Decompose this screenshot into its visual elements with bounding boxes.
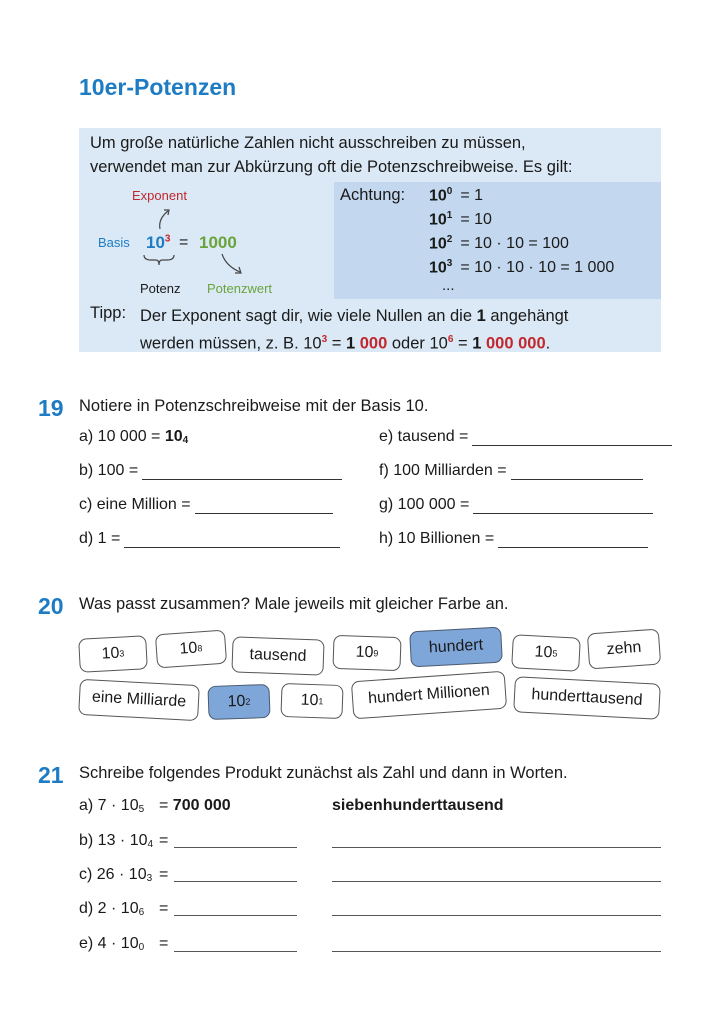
row-base: 10: [429, 259, 447, 277]
answer-blank[interactable]: [124, 533, 340, 548]
tipp-line-2: [140, 328, 568, 356]
ex21-item-b-label: [79, 832, 153, 850]
exercise-20-number: 20: [38, 593, 64, 619]
tipp-text-part: angehängt: [485, 307, 569, 325]
tag-exp: 3: [119, 648, 125, 659]
tag-base: 10: [355, 643, 374, 662]
ex21-item-e-label: [79, 935, 144, 953]
item-exp: 5: [138, 804, 145, 815]
tag-text: hundert Millionen: [367, 681, 491, 708]
item-label: g) 100 000 =: [379, 496, 470, 513]
answer-blank[interactable]: [511, 465, 643, 480]
row-exp: 3: [446, 258, 453, 269]
item-label: f) 100 Milliarden =: [379, 462, 507, 479]
tag-exp: 2: [245, 696, 251, 707]
exponent-label: Exponent: [132, 188, 187, 203]
row-base: 10: [429, 211, 447, 229]
item-label: a) 7 · 10: [79, 797, 139, 814]
number-answer-blank[interactable]: [174, 847, 297, 848]
match-tag[interactable]: [511, 634, 581, 672]
tipp-one: 1: [476, 307, 486, 325]
tipp-text-part: =: [453, 334, 473, 353]
item-label: d) 1 =: [79, 530, 121, 547]
exercise-21-number: 21: [38, 762, 64, 788]
basis-label: Basis: [98, 235, 130, 250]
ex21-item-c-label: [79, 866, 152, 884]
answer-blank[interactable]: [498, 533, 648, 548]
item-label: b) 100 =: [79, 462, 139, 479]
tipp-text-part: Der Exponent sagt dir, wie viele Nullen an die: [140, 307, 477, 325]
answer-blank[interactable]: [195, 499, 333, 514]
tag-exp: 8: [197, 643, 203, 654]
tag-base: 10: [178, 639, 198, 658]
tipp-text-part: oder 10: [387, 334, 448, 353]
row-exp: 0: [446, 186, 453, 197]
exercise-21-instruction: Schreibe folgendes Produkt zunächst als Zahl und dann in Worten.: [79, 764, 568, 782]
ex19-item-a: [79, 428, 188, 446]
item-answer: 10: [164, 428, 183, 445]
tag-base: 10: [227, 692, 246, 711]
tipp-text-part: =: [327, 334, 346, 353]
tag-text: zehn: [606, 638, 642, 659]
item-label: d) 2 · 10: [79, 900, 139, 917]
power-base: 10: [146, 233, 165, 252]
exercise-19-number: 19: [38, 395, 64, 421]
ex21-item-a-label: [79, 797, 144, 815]
page-title: 10er-Potenzen: [79, 74, 237, 100]
word-answer-blank[interactable]: [332, 951, 661, 952]
row-exp: 1: [446, 210, 453, 221]
tipp-label: Tipp:: [90, 304, 127, 322]
achtung-row: [429, 258, 614, 277]
tag-exp: 5: [552, 648, 558, 659]
item-label: b) 13 · 10: [79, 832, 148, 849]
tipp-text-part: werden müssen, z. B. 10: [140, 334, 322, 353]
tag-base: 10: [101, 644, 120, 663]
tipp-zeros: 000: [355, 334, 388, 353]
power-exp: 3: [164, 233, 171, 245]
match-tag[interactable]: [332, 635, 401, 671]
number-answer-blank[interactable]: [174, 881, 297, 882]
exercise-20-instruction: Was passt zusammen? Male jeweils mit gleicher Farbe an.: [79, 595, 509, 613]
tipp-line-1: [140, 304, 568, 328]
tipp-exp: 3: [321, 334, 328, 345]
ex19-item-g: [379, 496, 653, 514]
ex19-item-e: [379, 428, 672, 446]
achtung-row: [429, 234, 569, 253]
word-answer-blank[interactable]: [332, 881, 661, 882]
power-example: [146, 233, 170, 253]
power-result: 1000: [199, 233, 237, 252]
achtung-row: [429, 186, 483, 205]
match-tag[interactable]: [513, 676, 661, 720]
ex19-item-b: [79, 462, 342, 480]
tipp-one: 1: [345, 334, 356, 353]
tag-text: tausend: [249, 646, 307, 665]
item-label: c) 26 · 10: [79, 866, 147, 883]
achtung-dots: ...: [442, 277, 455, 294]
row-base: 10: [429, 187, 447, 205]
tag-exp: 9: [373, 648, 379, 659]
item-label: c) eine Million =: [79, 496, 191, 513]
match-tag-colored[interactable]: [409, 627, 503, 668]
match-tag[interactable]: [78, 679, 200, 721]
tag-base: 10: [300, 691, 319, 710]
answer-blank[interactable]: [473, 499, 653, 514]
word-answer-blank[interactable]: [332, 915, 661, 916]
exponent-arrow-icon: [150, 205, 180, 233]
power-equals: =: [179, 234, 189, 251]
item-exp: 3: [146, 873, 153, 884]
number-answer-blank[interactable]: [174, 915, 297, 916]
ex19-item-f: [379, 462, 643, 480]
item-number-answer: 700 000: [172, 797, 231, 814]
match-tag[interactable]: [351, 671, 507, 720]
tag-text: hundert: [428, 636, 484, 657]
tag-text: hunderttausend: [531, 686, 643, 709]
match-tag[interactable]: [155, 630, 227, 669]
exercise-19-instruction: Notiere in Potenzschreibweise mit der Basis 10.: [79, 397, 429, 415]
ex21-item-a-eq: [159, 797, 231, 815]
item-label: e) tausend =: [379, 428, 469, 445]
item-label: h) 10 Billionen =: [379, 530, 495, 547]
potenzwert-label: Potenzwert: [207, 281, 273, 296]
match-tag[interactable]: [78, 635, 148, 673]
tipp-exp: 6: [447, 334, 454, 345]
ex21-item-a-words: siebenhunderttausend: [332, 797, 504, 814]
ex21-item-e-eq: =: [159, 935, 169, 952]
item-exp: 4: [147, 839, 154, 850]
potenz-brace-icon: [142, 253, 176, 267]
row-base: 10: [429, 235, 447, 253]
ex21-item-d-eq: =: [159, 900, 169, 917]
item-eq: =: [159, 797, 169, 814]
row-exp: 2: [446, 234, 453, 245]
info-line-2: verwendet man zur Abkürzung oft die Potenzschreibweise. Es gilt:: [90, 158, 573, 176]
match-tag[interactable]: [587, 629, 661, 670]
word-answer-blank[interactable]: [332, 847, 661, 848]
ex19-item-c: [79, 496, 333, 514]
item-label: e) 4 · 10: [79, 935, 139, 952]
tipp-text-part: .: [545, 334, 551, 353]
ex21-item-b-eq: =: [159, 832, 169, 849]
row-value: = 10 · 10 = 100: [460, 235, 569, 253]
number-answer-blank[interactable]: [174, 951, 297, 952]
achtung-label: Achtung:: [340, 186, 406, 204]
item-exp: 6: [138, 907, 145, 918]
ex21-item-d-label: [79, 900, 144, 918]
info-intro: [90, 131, 572, 179]
tipp-text: [140, 304, 568, 356]
item-exp: 0: [138, 942, 145, 953]
info-line-1: Um große natürliche Zahlen nicht ausschreiben zu müssen,: [90, 134, 526, 152]
ex21-item-c-eq: =: [159, 866, 169, 883]
answer-blank[interactable]: [142, 465, 342, 480]
row-value: = 1: [460, 187, 484, 205]
match-tag-colored[interactable]: [207, 684, 270, 720]
tipp-one: 1: [472, 334, 482, 353]
tag-exp: 1: [318, 696, 324, 707]
match-tag[interactable]: [280, 683, 343, 719]
tag-text: eine Milliarde: [91, 688, 187, 711]
item-answer-exp: 4: [182, 435, 189, 446]
potenz-label: Potenz: [140, 281, 181, 296]
tipp-zeros: 000 000: [481, 334, 546, 353]
item-label: a) 10 000 =: [79, 428, 161, 445]
row-value: = 10 · 10 · 10 = 1 000: [460, 259, 615, 277]
tag-base: 10: [534, 643, 553, 662]
match-tag[interactable]: [231, 636, 324, 675]
row-value: = 10: [460, 211, 492, 229]
achtung-row: [429, 210, 492, 229]
ex19-item-h: [379, 530, 648, 548]
potenzwert-arrow-icon: [218, 252, 248, 278]
answer-blank[interactable]: [472, 431, 672, 446]
ex19-item-d: [79, 530, 340, 548]
